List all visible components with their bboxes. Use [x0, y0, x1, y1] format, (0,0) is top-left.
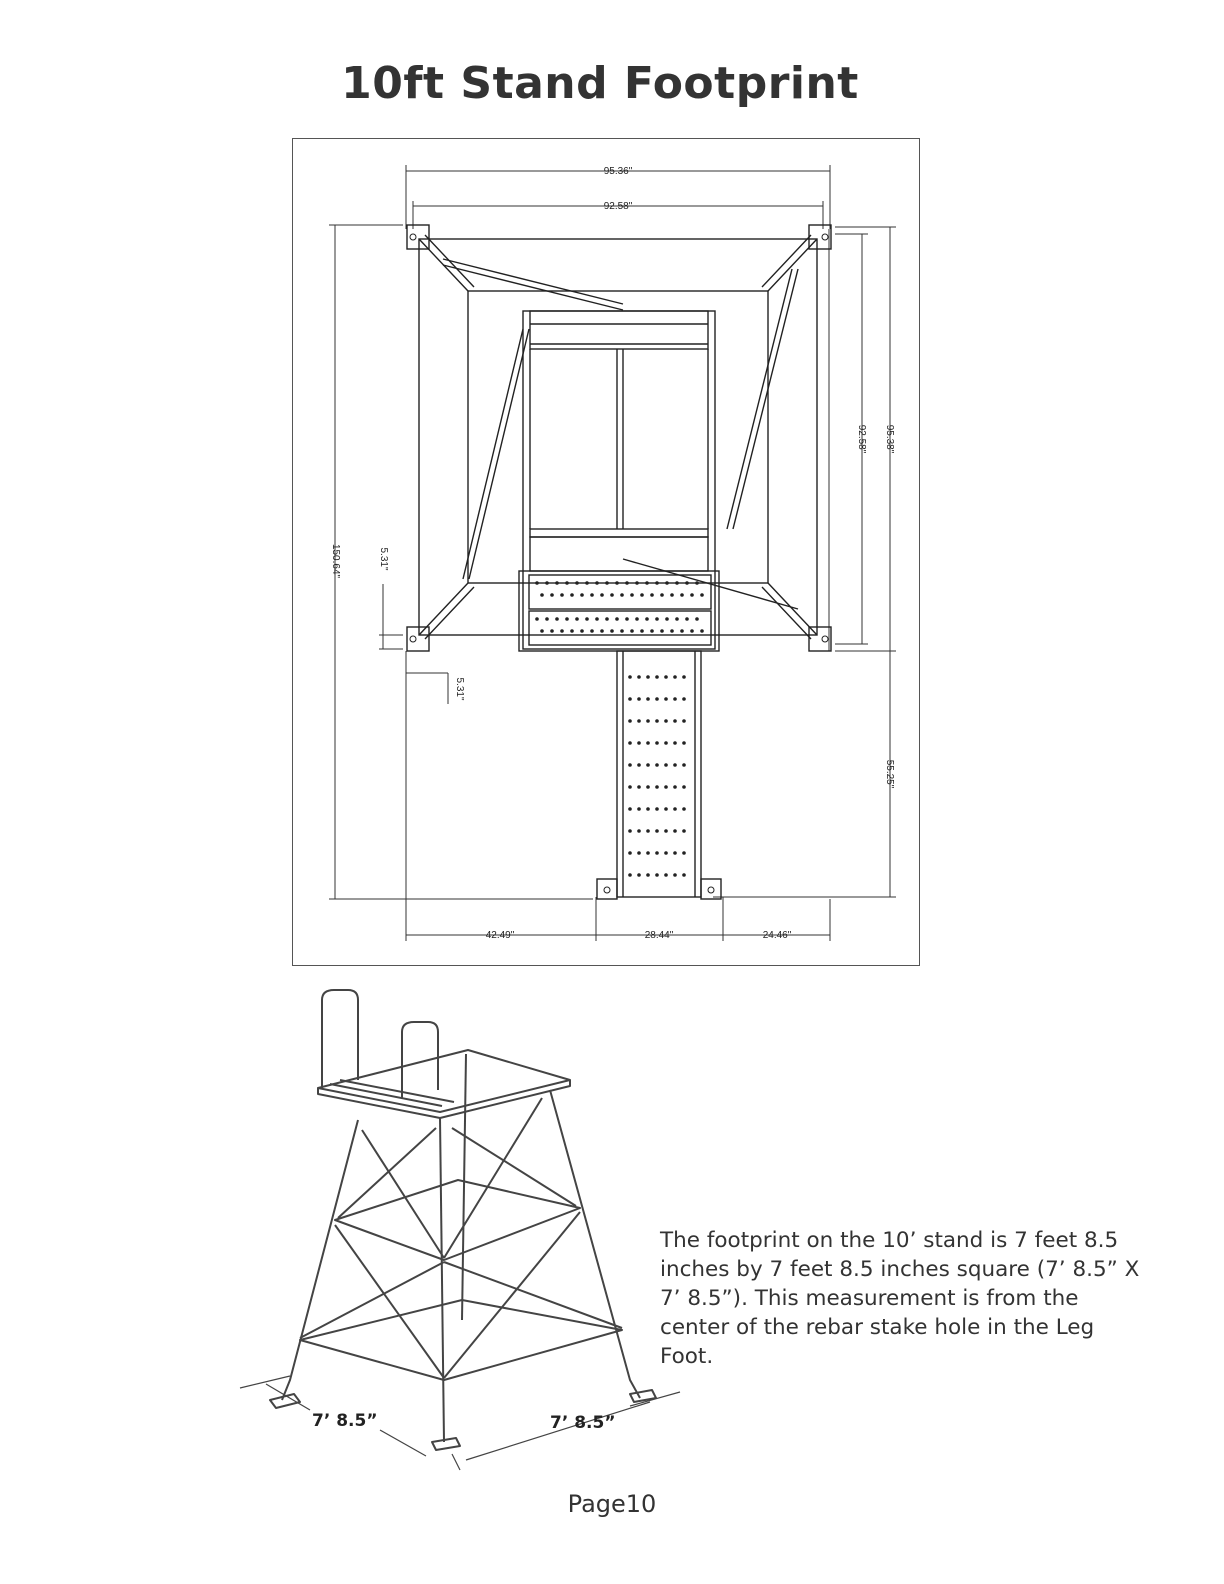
perforation-dot [673, 873, 677, 877]
isometric-stand-illustration [230, 980, 700, 1484]
dim-right-ladder: 55.25" [884, 759, 895, 789]
perforation-dot [628, 829, 632, 833]
perforation-dot [646, 873, 650, 877]
perforation-dot [646, 851, 650, 855]
perforation-dot [675, 617, 679, 621]
page-number: Page10 [567, 1490, 657, 1518]
perforation-dot [655, 697, 659, 701]
perforation-dot [615, 617, 619, 621]
dim-bottom-left: 42.49" [485, 930, 515, 941]
perforation-dot [664, 829, 668, 833]
perforation-dot [580, 629, 584, 633]
perforation-dot [637, 763, 641, 767]
dim-right-inner: 92.58" [856, 424, 867, 454]
perforation-dot [646, 675, 650, 679]
page-title: 10ft Stand Footprint [341, 58, 859, 109]
perforation-dot [690, 593, 694, 597]
perforation-dot [673, 741, 677, 745]
perforation-dot [673, 785, 677, 789]
perforation-dot [650, 629, 654, 633]
perforation-dot [555, 581, 559, 585]
perforation-dot [646, 785, 650, 789]
perforation-dot [628, 719, 632, 723]
perforation-dot [630, 629, 634, 633]
perforation-dot [695, 581, 699, 585]
perforation-dot [655, 785, 659, 789]
perforation-dot [664, 675, 668, 679]
perforation-dot [670, 593, 674, 597]
perforation-dot [590, 593, 594, 597]
perforation-dot [664, 807, 668, 811]
perforation-dot [600, 629, 604, 633]
perforation-dot [575, 581, 579, 585]
dim-bottom-mid: 28.44" [644, 930, 674, 941]
perforation-dot [635, 581, 639, 585]
perforation-dot [650, 593, 654, 597]
perforation-dot [655, 763, 659, 767]
perforation-dot [655, 581, 659, 585]
perforation-dot [673, 675, 677, 679]
iso-label-right: 7’ 8.5” [550, 1413, 616, 1433]
perforation-dot [565, 617, 569, 621]
perforation-dot [580, 593, 584, 597]
iso-label-left: 7’ 8.5” [312, 1411, 378, 1431]
perforation-dot [570, 629, 574, 633]
perforation-dot [637, 873, 641, 877]
perforation-dot [685, 581, 689, 585]
perforation-dot [655, 873, 659, 877]
perforation-dot [646, 719, 650, 723]
perforation-dot [682, 851, 686, 855]
perforation-dot [545, 581, 549, 585]
perforation-dot [628, 873, 632, 877]
perforation-dot [615, 581, 619, 585]
perforation-dot [664, 873, 668, 877]
perforation-dot [682, 741, 686, 745]
perforation-dot [682, 873, 686, 877]
perforation-dot [680, 593, 684, 597]
dim-top-outer: 95.36" [603, 166, 633, 177]
perforation-dot [575, 617, 579, 621]
perforation-dot [637, 785, 641, 789]
perforation-dot [655, 829, 659, 833]
perforation-dot [660, 629, 664, 633]
perforation-dot [585, 581, 589, 585]
perforation-dot [595, 617, 599, 621]
perforation-dot [628, 851, 632, 855]
perforation-dot [655, 675, 659, 679]
perforation-dot [565, 581, 569, 585]
perforation-dot [646, 763, 650, 767]
perforation-dot [670, 629, 674, 633]
perforation-dot [630, 593, 634, 597]
perforation-dot [665, 617, 669, 621]
perforation-dot [545, 617, 549, 621]
perforation-dots [535, 581, 704, 877]
perforation-dot [664, 741, 668, 745]
perforation-dot [628, 675, 632, 679]
perforation-dot [655, 851, 659, 855]
perforation-dot [625, 617, 629, 621]
dim-below-offset: 5.31" [454, 677, 465, 701]
perforation-dot [682, 807, 686, 811]
perforation-dot [635, 617, 639, 621]
perforation-dot [637, 741, 641, 745]
perforation-dot [595, 581, 599, 585]
perforation-dot [645, 581, 649, 585]
perforation-dot [655, 741, 659, 745]
perforation-dot [610, 629, 614, 633]
perforation-dot [550, 593, 554, 597]
perforation-dot [640, 629, 644, 633]
perforation-dot [628, 697, 632, 701]
perforation-dot [646, 829, 650, 833]
perforation-dot [620, 629, 624, 633]
perforation-dot [655, 617, 659, 621]
perforation-dot [620, 593, 624, 597]
perforation-dot [637, 807, 641, 811]
perforation-dot [673, 829, 677, 833]
perforation-dot [637, 719, 641, 723]
perforation-dot [673, 807, 677, 811]
perforation-dot [628, 807, 632, 811]
dim-left-offset: 5.31" [378, 547, 389, 571]
perforation-dot [637, 675, 641, 679]
perforation-dot [560, 629, 564, 633]
perforation-dot [660, 593, 664, 597]
perforation-dot [682, 697, 686, 701]
perforation-dot [664, 719, 668, 723]
perforation-dot [682, 719, 686, 723]
perforation-dot [673, 763, 677, 767]
perforation-dot [665, 581, 669, 585]
perforation-dot [590, 629, 594, 633]
perforation-dot [664, 785, 668, 789]
perforation-dot [605, 617, 609, 621]
perforation-dot [664, 851, 668, 855]
perforation-dot [535, 581, 539, 585]
perforation-dot [646, 807, 650, 811]
perforation-dot [555, 617, 559, 621]
perforation-dot [646, 741, 650, 745]
top-view-drawing [292, 138, 920, 966]
dim-top-inner: 92.58" [603, 201, 633, 212]
perforation-dot [675, 581, 679, 585]
perforation-dot [682, 829, 686, 833]
perforation-dot [585, 617, 589, 621]
perforation-dot [700, 593, 704, 597]
perforation-dot [628, 763, 632, 767]
perforation-dot [637, 829, 641, 833]
perforation-dot [695, 617, 699, 621]
perforation-dot [560, 593, 564, 597]
perforation-dot [685, 617, 689, 621]
perforation-dot [682, 785, 686, 789]
perforation-dot [680, 629, 684, 633]
perforation-dot [540, 629, 544, 633]
perforation-dot [610, 593, 614, 597]
perforation-dot [655, 807, 659, 811]
perforation-dot [637, 851, 641, 855]
perforation-dot [540, 593, 544, 597]
perforation-dot [535, 617, 539, 621]
perforation-dot [682, 763, 686, 767]
perforation-dot [625, 581, 629, 585]
dim-bottom-right: 24.46" [762, 930, 792, 941]
perforation-dot [646, 697, 650, 701]
perforation-dot [570, 593, 574, 597]
perforation-dot [640, 593, 644, 597]
perforation-dot [700, 629, 704, 633]
perforation-dot [600, 593, 604, 597]
top-view-svg [293, 139, 921, 967]
perforation-dot [655, 719, 659, 723]
perforation-dot [645, 617, 649, 621]
perforation-dot [682, 675, 686, 679]
perforation-dot [690, 629, 694, 633]
dim-right-outer: 95.38" [884, 424, 895, 454]
perforation-dot [628, 785, 632, 789]
dim-left-total: 150.64" [330, 543, 341, 579]
perforation-dot [637, 697, 641, 701]
perforation-dot [664, 697, 668, 701]
perforation-dot [673, 851, 677, 855]
perforation-dot [628, 741, 632, 745]
perforation-dot [550, 629, 554, 633]
perforation-dot [605, 581, 609, 585]
perforation-dot [673, 719, 677, 723]
perforation-dot [664, 763, 668, 767]
footprint-description: The footprint on the 10’ stand is 7 feet 8.5 inches by 7 feet 8.5 inches square (7’ 8.5” X 7’ 8.5”). This measurement is from the center of the rebar stake hole in the Leg Foot. [660, 1228, 1140, 1369]
perforation-dot [673, 697, 677, 701]
iso-svg [230, 980, 700, 1480]
